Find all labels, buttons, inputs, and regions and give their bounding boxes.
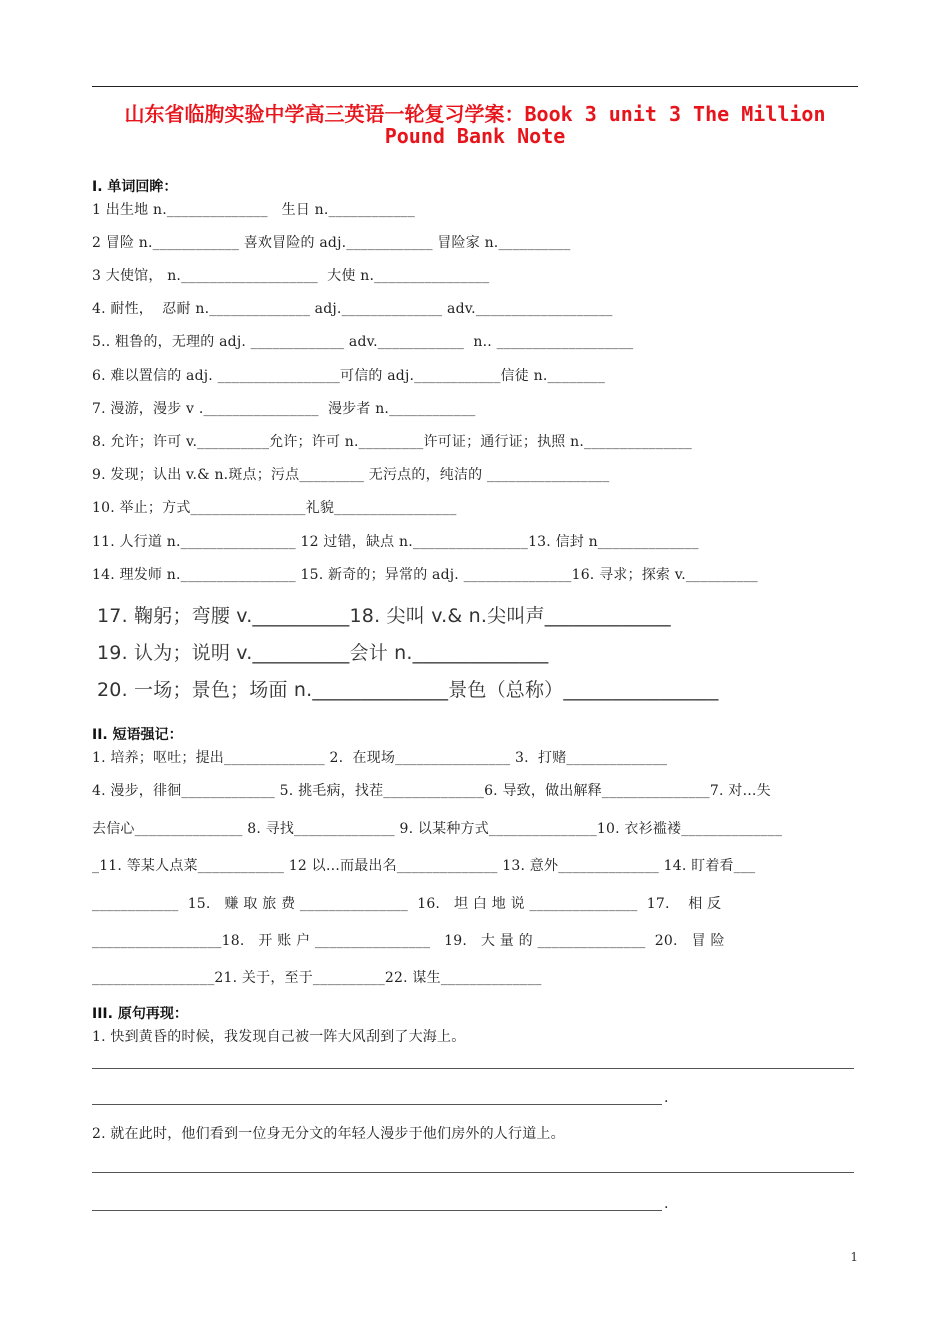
header-rule	[92, 86, 858, 87]
vocab-line-large: 19. 认为；说明 v.__________会计 n.______________	[97, 642, 549, 664]
answer-line[interactable]	[92, 1210, 662, 1211]
vocab-line: 3 大使馆， n.___________________ 大使 n.________________	[92, 268, 490, 284]
sentence-period: .	[664, 1196, 669, 1212]
section-sentences-heading: III. 原句再现：	[92, 1006, 188, 1022]
vocab-line: 9. 发现；认出 v.& n.斑点；污点_________ 无污点的，纯洁的 _________________	[92, 467, 610, 483]
vocab-line: 1 出生地 n.______________ 生日 n.____________	[92, 202, 415, 218]
vocab-line: 7. 漫游，漫步 v .________________ 漫步者 n.____________	[92, 401, 476, 417]
vocab-line: 2 冒险 n.____________ 喜欢冒险的 adj.____________ 冒险家 n.__________	[92, 235, 571, 251]
sentence-period: .	[664, 1090, 669, 1106]
vocab-line: 11. 人行道 n.________________ 12 过错，缺点 n.________________13. 信封 n______________	[92, 534, 699, 550]
vocab-line: 10. 举止；方式________________礼貌_________________	[92, 500, 457, 516]
sentence-prompt: 2. 就在此时，他们看到一位身无分文的年轻人漫步于他们房外的人行道上。	[92, 1126, 565, 1142]
answer-line[interactable]	[92, 1104, 662, 1105]
sentence-prompt: 1. 快到黄昏的时候，我发现自己被一阵大风刮到了大海上。	[92, 1029, 466, 1045]
phrase-line: 1. 培养；呕吐；提出______________ 2. 在现场________________ 3. 打赌______________	[92, 750, 668, 766]
phrase-line: __________________18. 开 账 户 ________________ 19. 大 量 的 _______________ 20. 冒 险	[92, 933, 725, 949]
vocab-line-large: 17. 鞠躬；弯腰 v.__________18. 尖叫 v.& n.尖叫声_____________	[97, 605, 671, 627]
phrase-line: _11. 等某人点菜____________ 12 以…而最出名______________ 13. 意外______________ 14. 盯着看___	[92, 858, 756, 874]
vocab-line: 4. 耐性， 忍耐 n.______________ adj.______________ adv.___________________	[92, 301, 613, 317]
section-vocab-heading: I. 单词回眸：	[92, 179, 178, 195]
phrase-line: 去信心_______________ 8. 寻找______________ 9. 以某种方式_______________10. 衣衫褴褛______________	[92, 821, 783, 837]
vocab-line: 14. 理发师 n.________________ 15. 新奇的；异常的 adj. _______________16. 寻求；探索 v.__________	[92, 567, 758, 583]
answer-line[interactable]	[92, 1068, 854, 1069]
vocab-line: 5.. 粗鲁的，无理的 adj. _____________ adv.____________ n.. ___________________	[92, 334, 634, 350]
title-line-2: Pound Bank Note	[384, 124, 566, 148]
phrase-line: 4. 漫步，徘徊_____________ 5. 挑毛病，找茬______________6. 导致，做出解释_______________7. 对…失	[92, 783, 771, 799]
section-phrases-heading: II. 短语强记：	[92, 727, 183, 743]
page-number: 1	[850, 1250, 858, 1264]
phrase-line: ____________ 15. 赚 取 旅 费 _______________ 16. 坦 白 地 说 _______________ 17. 相 反	[92, 896, 722, 912]
vocab-line: 8. 允许；许可 v.__________允许；许可 n._________许可证；通行证；执照 n._______________	[92, 434, 692, 450]
answer-line[interactable]	[92, 1172, 854, 1173]
vocab-line: 6. 难以置信的 adj. _________________可信的 adj.____________信徒 n.________	[92, 368, 606, 384]
title-line-1: 山东省临朐实验中学高三英语一轮复习学案：Book 3 unit 3 The Million	[124, 102, 826, 126]
vocab-line-large: 20. 一场；景色；场面 n.______________景色（总称）________________	[97, 679, 719, 701]
phrase-line: _________________21. 关于，至于__________22. 谋生______________	[92, 970, 542, 986]
